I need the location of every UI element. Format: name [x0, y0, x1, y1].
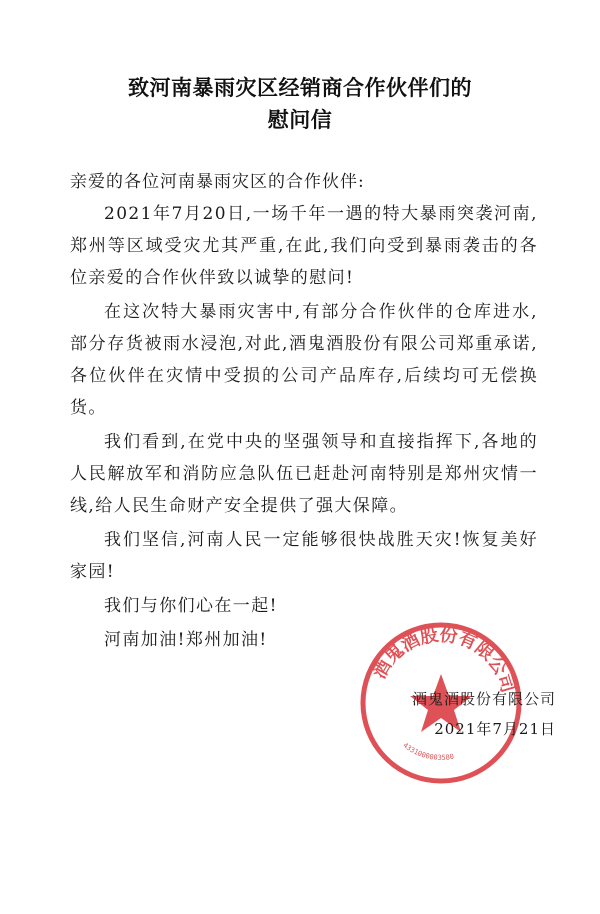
- salutation: 亲爱的各位河南暴雨灾区的合作伙伴:: [70, 172, 365, 192]
- paragraph: 2021年7月20日,一场千年一遇的特大暴雨突袭河南,郑州等区域受灾尤其严重,在此,我们向受到暴雨袭击的各位亲爱的合作伙伴致以诚挚的慰问!: [70, 204, 538, 288]
- paragraph: 我们看到,在党中央的坚强领导和直接指挥下,各地的人民解放军和消防应急队伍已赶赴河南特别是郑州灾情一线,给人民生命财产安全提供了强大保障。: [70, 432, 538, 516]
- seal-number-path: 4331000003580: [401, 741, 455, 762]
- signature-company: 酒鬼酒股份有限公司: [411, 690, 556, 708]
- paragraph: 我们与你们心在一起!: [104, 596, 278, 616]
- paragraph: 在这次特大暴雨灾害中,有部分合作伙伴的仓库进水,部分存货被雨水浸泡,对此,酒鬼酒股份有限公司郑重承诺,各位伙伴在灾情中受损的公司产品库存,后续均可无偿换货。: [70, 302, 538, 418]
- letter-body: [70, 198, 538, 656]
- signature-block: [0, 684, 556, 744]
- title-line-2: 慰问信: [267, 108, 333, 132]
- signature-date: 2021年7月21日: [434, 720, 556, 738]
- paragraph: 我们坚信,河南人民一定能够很快战胜天灾!恢复美好家园!: [70, 530, 538, 582]
- letter-title: [0, 72, 600, 136]
- seal-number: [401, 741, 454, 762]
- title-line-1: 致河南暴雨灾区经销商合作伙伴们的: [128, 76, 472, 100]
- paragraph: 河南加油!郑州加油!: [104, 630, 268, 650]
- seal-text-path: 酒鬼酒股份有限公司: [368, 624, 519, 696]
